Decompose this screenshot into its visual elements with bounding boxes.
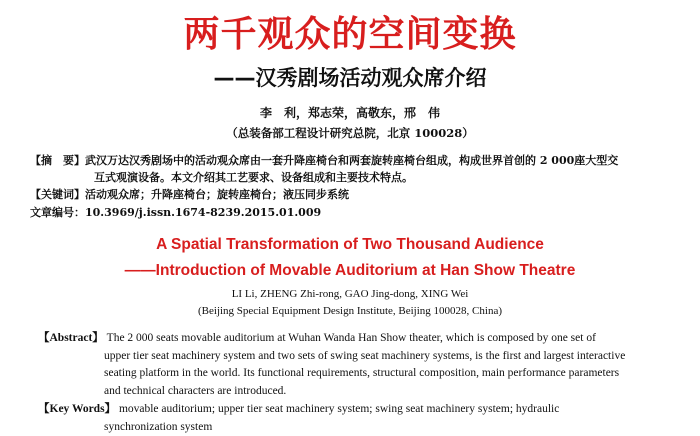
english-abstract-line-1: The 2 000 seats movable auditorium at Wuhan Wanda Han Show theater, which is composed by one set of — [107, 332, 596, 344]
english-subtitle: ——Introduction of Movable Auditorium at Han Show Theatre — [0, 262, 700, 280]
chinese-keywords — [30, 186, 670, 203]
english-abstract — [38, 330, 678, 400]
english-keywords-label: 【Key Words】 — [38, 403, 116, 415]
english-abstract-label: 【Abstract】 — [38, 332, 104, 344]
article-number-value: 10.3969/j.issn.1674-8239.2015.01.009 — [85, 206, 321, 219]
english-keywords-line-2: synchronization system — [38, 419, 678, 436]
chinese-abstract — [30, 152, 670, 186]
english-authors: LI Li, ZHENG Zhi-rong, GAO Jing-dong, XING Wei — [0, 288, 700, 300]
english-title: A Spatial Transformation of Two Thousand Audience — [0, 236, 700, 254]
english-abstract-line-2: upper tier seat machinery system and two sets of swing seat machinery systems, is the first and largest interactive — [38, 348, 678, 366]
english-keywords — [38, 401, 678, 436]
english-abstract-line-4: and technical characters are introduced. — [38, 383, 678, 401]
chinese-subtitle: ——汉秀剧场活动观众席介绍 — [0, 62, 700, 92]
chinese-abstract-line-1: 武汉万达汉秀剧场中的活动观众席由一套升降座椅台和两套旋转座椅台组成，构成世界首创的 2 000座大型交 — [85, 154, 618, 167]
english-affiliation: (Beijing Special Equipment Design Institute, Beijing 100028, China) — [0, 305, 700, 317]
chinese-title: 两千观众的空间变换 — [0, 6, 700, 57]
chinese-keywords-label: 【关键词】 — [30, 188, 85, 201]
english-keywords-line-1: movable auditorium; upper tier seat machinery system; swing seat machinery system; hydraulic — [119, 403, 559, 415]
english-abstract-line-3: seating platform in the world. Its functional requirements, structural composition, main performance parameters — [38, 365, 678, 383]
article-number — [30, 204, 670, 221]
chinese-authors: 李 利，郑志荣，高敬东，邢 伟 — [0, 104, 700, 121]
chinese-affiliation: （总装备部工程设计研究总院，北京 100028） — [0, 125, 700, 141]
article-number-label: 文章编号： — [30, 206, 85, 219]
chinese-abstract-line-2: 互式观演设备。本文介绍其工艺要求、设备组成和主要技术特点。 — [30, 169, 670, 186]
chinese-keywords-text: 活动观众席；升降座椅台；旋转座椅台；液压同步系统 — [85, 188, 349, 201]
chinese-abstract-label: 【摘 要】 — [30, 154, 85, 167]
